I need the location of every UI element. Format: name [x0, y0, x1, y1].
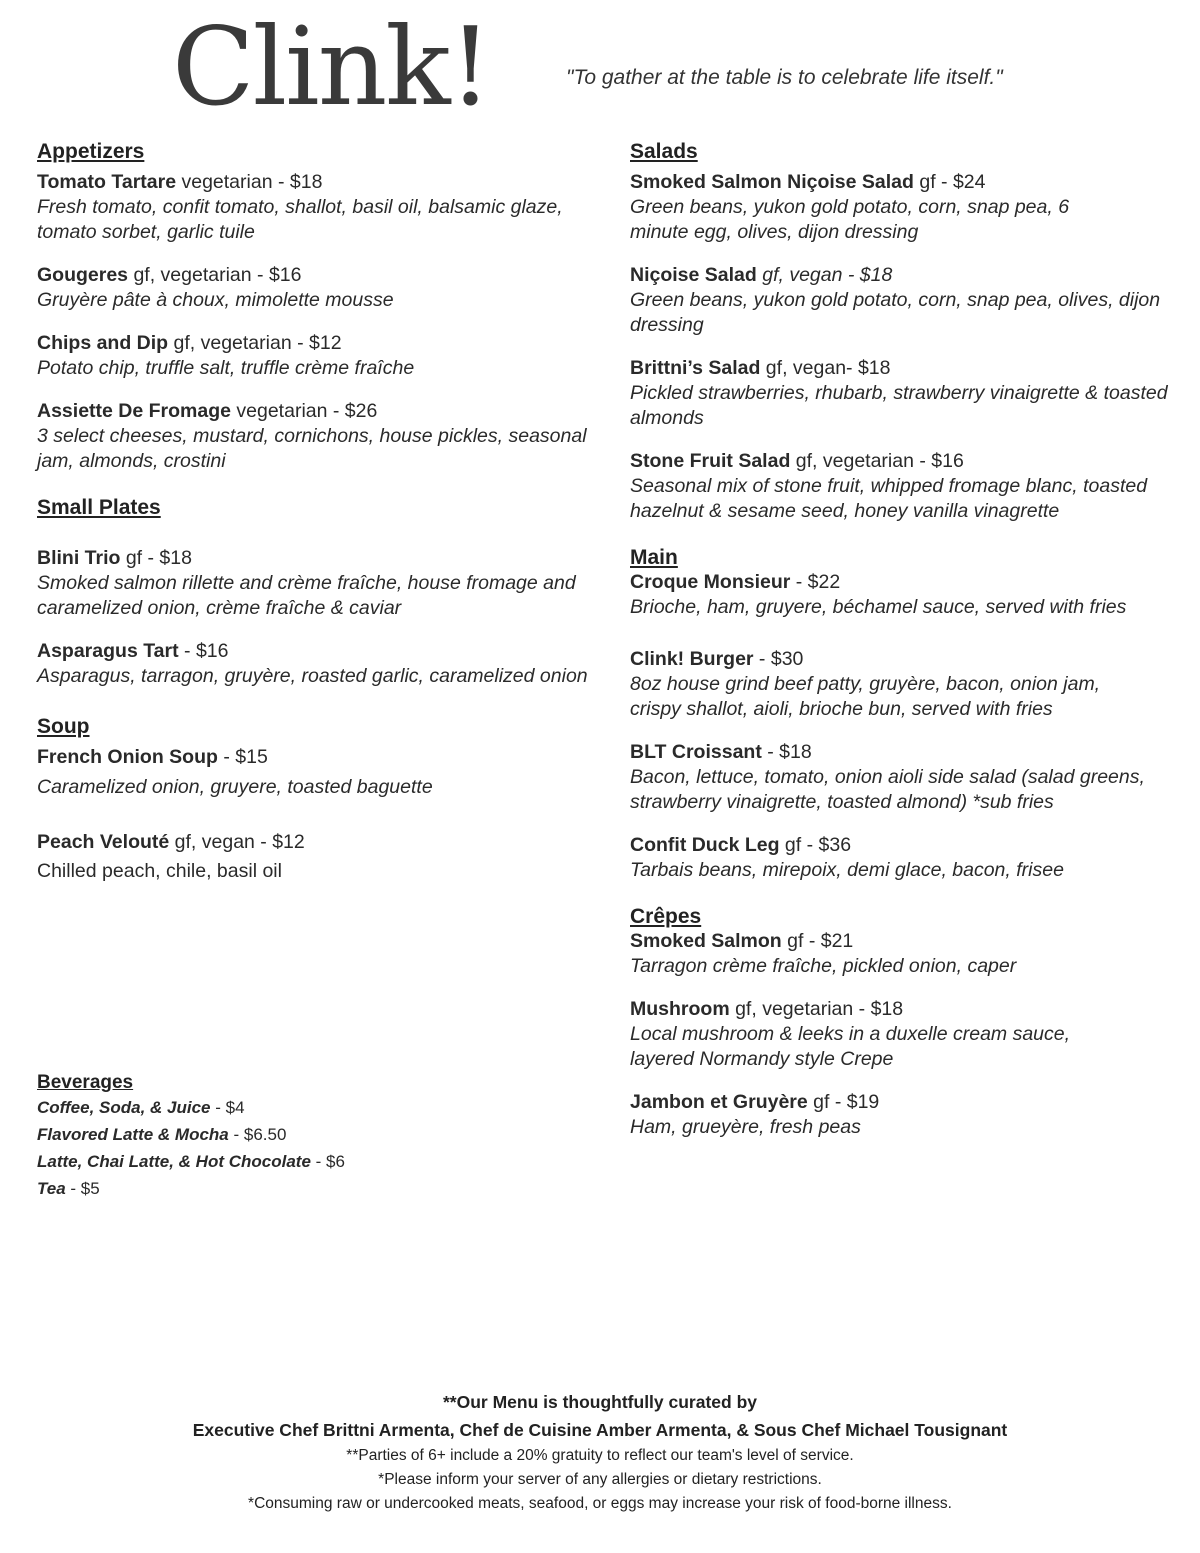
section-title-salads: Salads	[630, 140, 698, 163]
menu-item: Assiette De Fromage vegetarian - $26 3 select cheeses, mustard, cornichons, house pickles, seasonal jam, almonds, crostini	[37, 400, 587, 472]
menu-item: Peach Velouté gf, vegan - $12 Chilled peach, chile, basil oil	[37, 831, 305, 882]
right-column	[630, 140, 1190, 1158]
menu-item: Smoked Salmon Niçoise Salad gf - $24 Green beans, yukon gold potato, corn, snap pea, 6 minute egg, olives, dijon dressing	[630, 171, 1070, 243]
beverage-item: Tea - $5	[37, 1179, 100, 1198]
menu-item: Jambon et Gruyère gf - $19 Ham, grueyère, fresh peas	[630, 1091, 880, 1138]
curation-note: **Our Menu is thoughtfully curated by	[442, 1392, 758, 1412]
section-title-small-plates: Small Plates	[37, 496, 161, 519]
menu-item: Croque Monsieur - $22 Brioche, ham, gruyere, béchamel sauce, served with fries	[630, 571, 1127, 618]
menu-item: Chips and Dip gf, vegetarian - $12 Potato chip, truffle salt, truffle crème fraîche	[37, 332, 415, 379]
tagline: "To gather at the table is to celebrate life itself."	[566, 66, 1003, 89]
section-title-beverages: Beverages	[37, 1072, 134, 1093]
menu-item: Smoked Salmon gf - $21 Tarragon crème fraîche, pickled onion, caper	[630, 930, 1017, 977]
section-title-soup: Soup	[37, 715, 90, 738]
allergy-note: *Please inform your server of any allergies or dietary restrictions.	[378, 1471, 822, 1488]
beverage-item: Latte, Chai Latte, & Hot Chocolate - $6	[37, 1152, 345, 1171]
menu-item: Tomato Tartare vegetarian - $18 Fresh tomato, confit tomato, shallot, basil oil, balsamic glaze, tomato sorbet, garlic tuile	[37, 171, 563, 243]
section-title-main: Main	[630, 546, 678, 569]
menu-item: Stone Fruit Salad gf, vegetarian - $16 Seasonal mix of stone fruit, whipped fromage blanc, toasted hazelnut & sesame seed, honey vanilla vinagrette	[630, 450, 1148, 522]
menu-item: Mushroom gf, vegetarian - $18 Local mushroom & leeks in a duxelle cream sauce, layered Normandy style Crepe	[630, 998, 1071, 1070]
menu-item: BLT Croissant - $18 Bacon, lettuce, tomato, onion aioli side salad (salad greens, strawberry vinaigrette, toasted almond) *sub fries	[630, 741, 1145, 813]
menu-item: Clink! Burger - $30 8oz house grind beef patty, gruyère, bacon, onion jam, crispy shallot, aioli, brioche bun, served with fries	[630, 648, 1101, 720]
beverage-item: Coffee, Soda, & Juice - $4	[37, 1098, 245, 1117]
menu-footer	[0, 1388, 1200, 1516]
menu-item: Asparagus Tart - $16 Asparagus, tarragon, gruyère, roasted garlic, caramelized onion	[37, 640, 588, 687]
left-column	[37, 140, 597, 1198]
menu-item: Confit Duck Leg gf - $36 Tarbais beans, mirepoix, demi glace, bacon, frisee	[630, 834, 1064, 881]
raw-food-warning: *Consuming raw or undercooked meats, seafood, or eggs may increase your risk of food-borne illness.	[248, 1495, 952, 1512]
gratuity-note: **Parties of 6+ include a 20% gratuity to reflect our team's level of service.	[346, 1447, 854, 1464]
beverages-block	[37, 1072, 597, 1202]
menu-item: Gougeres gf, vegetarian - $16 Gruyère pâte à choux, mimolette mousse	[37, 264, 394, 311]
section-title-crepes: Crêpes	[630, 905, 702, 928]
menu-item: Brittni’s Salad gf, vegan- $18 Pickled strawberries, rhubarb, strawberry vinaigrette & toasted almonds	[630, 357, 1168, 429]
menu-item: Niçoise Salad gf, vegan - $18 Green beans, yukon gold potato, corn, snap pea, olives, dijon dressing	[630, 264, 1161, 336]
clink-logo: Clink!	[172, 5, 491, 130]
menu-item: Blini Trio gf - $18 Smoked salmon rillette and crème fraîche, house fromage and caramelized onion, crème fraîche & caviar	[37, 547, 576, 619]
beverage-item: Flavored Latte & Mocha - $6.50	[37, 1125, 287, 1144]
chef-credits: Executive Chef Brittni Armenta, Chef de Cuisine Amber Armenta, & Sous Chef Michael Tousignant	[192, 1420, 1008, 1440]
section-title-appetizers: Appetizers	[37, 140, 145, 163]
menu-item: French Onion Soup - $15 Caramelized onion, gruyere, toasted baguette	[37, 746, 433, 798]
